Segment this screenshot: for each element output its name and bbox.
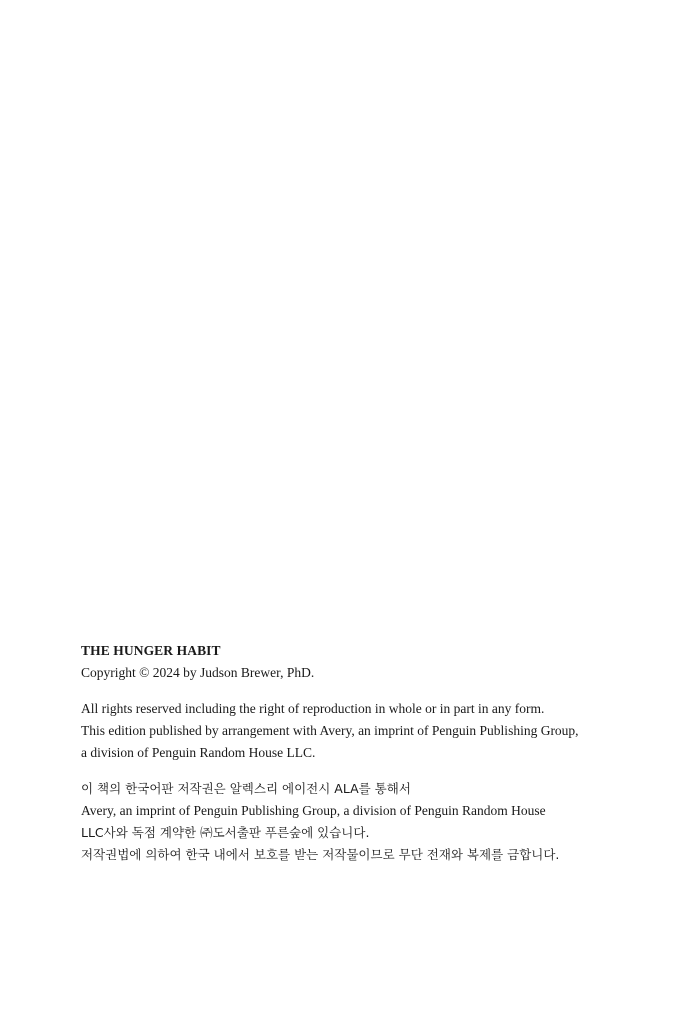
rights-line: a division of Penguin Random House LLC. <box>81 745 316 760</box>
rights-line: This edition published by arrangement with Avery, an imprint of Penguin Publishing Group, <box>81 723 579 738</box>
korean-rights-paragraph <box>81 778 681 866</box>
korean-rights-line: 이 책의 한국어판 저작권은 알렉스리 에이전시 ALA를 통해서 <box>81 781 411 796</box>
copyright-line: Copyright © 2024 by Judson Brewer, PhD. <box>81 665 315 680</box>
paragraph-spacer <box>81 764 681 778</box>
rights-line: All rights reserved including the right of reproduction in whole or in part in any form. <box>81 701 545 716</box>
korean-rights-line: 저작권법에 의하여 한국 내에서 보호를 받는 저작물이므로 무단 전재와 복제를 금합니다. <box>81 847 560 862</box>
paragraph-spacer <box>81 684 681 698</box>
copyright-block <box>81 640 681 866</box>
korean-rights-line: LLC사와 독점 계약한 ㈜도서출판 푸른숲에 있습니다. <box>81 825 370 840</box>
book-title: THE HUNGER HABIT <box>81 643 221 658</box>
rights-paragraph <box>81 698 681 764</box>
korean-rights-line: Avery, an imprint of Penguin Publishing Group, a division of Penguin Random House <box>81 803 546 818</box>
